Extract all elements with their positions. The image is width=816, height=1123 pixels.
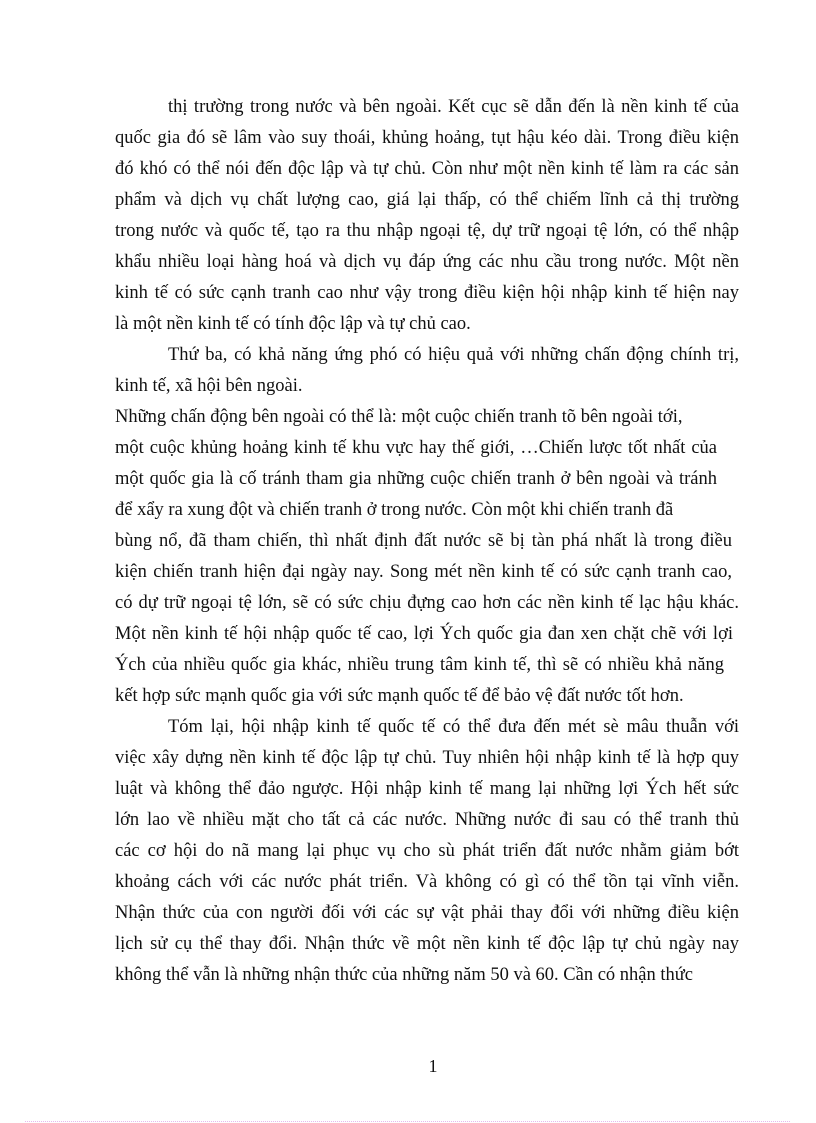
text-line: đó khó có thể nói đến độc lập và tự chủ. Còn như một nền kinh tế làm ra các sản: [115, 159, 739, 179]
text-line: phẩm và dịch vụ chất lượng cao, giá lại thấp, có thể chiếm lĩnh cả thị trường: [115, 190, 739, 210]
text-line: kết hợp sức mạnh quốc gia với sức mạnh quốc tế để bảo vệ đất nước tốt hơn.: [115, 686, 684, 706]
text-line: quốc gia đó sẽ lâm vào suy thoái, khủng hoảng, tụt hậu kéo dài. Trong điều kiện: [115, 128, 739, 148]
paragraph-3: [115, 402, 739, 712]
text-line: Thứ ba, có khả năng ứng phó có hiệu quả với những chấn động chính trị,: [168, 345, 739, 365]
text-line: lớn lao về nhiều mặt cho tất cả các nước. Những nước đi sau có thể tranh thủ: [115, 810, 739, 830]
text-line: thị trường trong nước và bên ngoài. Kết cục sẽ dẫn đến là nền kinh tế của: [168, 97, 739, 117]
text-line: kinh tế, xã hội bên ngoài.: [115, 376, 303, 396]
text-line: để xẩy ra xung đột và chiến tranh ở trong nước. Còn một khi chiến tranh đã: [115, 500, 674, 520]
paragraph-2: [115, 340, 739, 402]
text-line: Ých của nhiều quốc gia khác, nhiều trung tâm kinh tế, thì sẽ có nhiều khả năng: [115, 655, 724, 675]
page-boundary-divider: [25, 1121, 790, 1122]
paragraph-4: [115, 712, 739, 991]
text-line: kinh tế có sức cạnh tranh cao như vậy trong điều kiện hội nhập kinh tế hiện nay: [115, 283, 739, 303]
text-line: Nhận thức của con người đối với các sự vật phải thay đổi với những điều kiện: [115, 903, 739, 923]
text-line: lịch sử cụ thể thay đổi. Nhận thức về một nền kinh tế độc lập tự chủ ngày nay: [115, 934, 739, 954]
text-line: khoảng cách với các nước phát triển. Và không có gì có thể tồn tại vĩnh viễn.: [115, 872, 739, 892]
body-text: [115, 92, 739, 991]
text-line: là một nền kinh tế có tính độc lập và tự chủ cao.: [115, 314, 471, 334]
text-line: các cơ hội do nã mang lại phục vụ cho sù phát triển đất nước nhằm giảm bớt: [115, 841, 739, 861]
text-line: có dự trữ ngoại tệ lớn, sẽ có sức chịu đựng cao hơn các nền kinh tế lạc hậu khác.: [115, 593, 739, 613]
text-line: Những chấn động bên ngoài có thể là: một cuộc chiến tranh tõ bên ngoài tới,: [115, 407, 683, 427]
text-line: trong nước và quốc tế, tạo ra thu nhập ngoại tệ, dự trữ ngoại tệ lớn, có thể nhập: [115, 221, 739, 241]
text-line: Tóm lại, hội nhập kinh tế quốc tế có thể đưa đến mét sè mâu thuẫn với: [168, 717, 739, 737]
text-line: kiện chiến tranh hiện đại ngày nay. Song mét nền kinh tế có sức cạnh tranh cao,: [115, 562, 732, 582]
paragraph-1: [115, 92, 739, 340]
text-line: luật và không thể đảo ngược. Hội nhập kinh tế mang lại những lợi Ých hết sức: [115, 779, 739, 799]
page-number: 1: [428, 1056, 438, 1076]
text-line: bùng nổ, đã tham chiến, thì nhất định đất nước sẽ bị tàn phá nhất là trong điều: [115, 531, 732, 551]
text-line: một cuộc khủng hoảng kinh tế khu vực hay thế giới, …Chiến lược tốt nhất của: [115, 438, 717, 458]
text-line: việc xây dựng nền kinh tế độc lập tự chủ. Tuy nhiên hội nhập kinh tế là hợp quy: [115, 748, 739, 768]
text-line: khẩu nhiều loại hàng hoá và dịch vụ đáp ứng các nhu cầu trong nước. Một nền: [115, 252, 739, 272]
text-line: một quốc gia là cố tránh tham gia những cuộc chiến tranh ở bên ngoài và tránh: [115, 469, 717, 489]
text-line: không thể vẫn là những nhận thức của những năm 50 và 60. Cần có nhận thức: [115, 965, 694, 985]
text-line: Một nền kinh tế hội nhập quốc tế cao, lợi Ých quốc gia đan xen chặt chẽ với lợi: [115, 624, 733, 644]
